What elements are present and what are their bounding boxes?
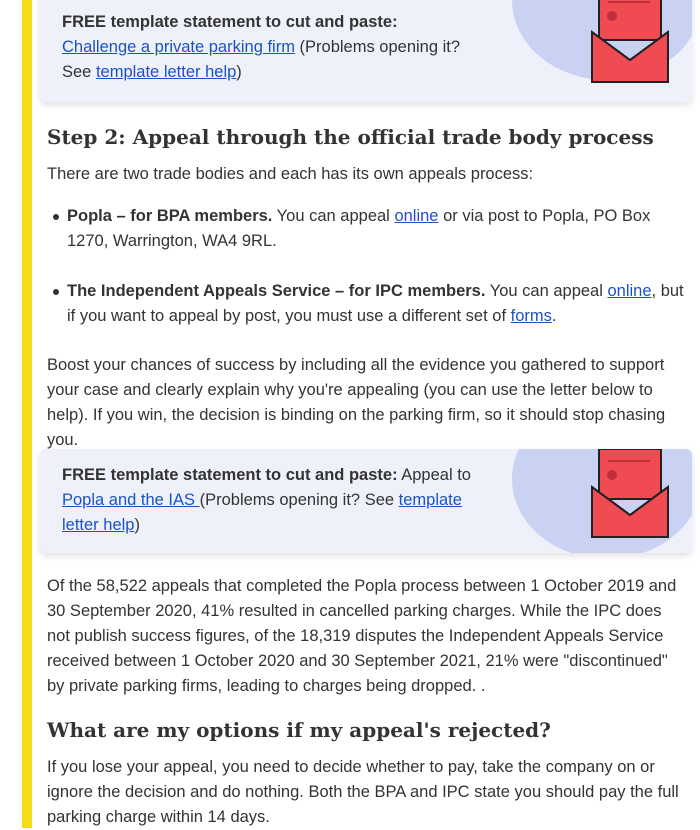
step2-intro: There are two trade bodies and each has its own appeals process: [47,165,534,183]
list-item-ias: The Independent Appeals Service – for IPC members. You can appeal online, but if you want to appeal by post, you must use a different set of forms. [67,279,687,329]
template-letter-help-link[interactable]: template letter help [62,491,462,534]
boost-paragraph: Boost your chances of success by including all the evidence you gathered to support your case and clearly explain why you're appealing (you can use the letter below to help). If you win, the decision is binding on the parking firm, so it should stop chasing you. [47,356,666,449]
callout-label: FREE template statement to cut and paste: [62,13,398,31]
template-callout-challenge [40,0,692,102]
envelope-letter-icon [588,449,672,539]
rejected-heading: What are my options if my appeal's rejected? [47,718,551,742]
accent-bar [22,0,32,828]
list-item-popla: Popla – for BPA members. You can appeal online or via post to Popla, PO Box 1270, Warrington, WA4 9RL. [67,204,687,254]
rejected-paragraph: If you lose your appeal, you need to decide whether to pay, take the company on or ignore the decision and do nothing. Both the BPA and IPC state you should pay the full parking charge within 14 days. [47,758,679,826]
callout-note: (Problems opening it? See [62,38,461,81]
challenge-parking-firm-link[interactable]: Challenge a private parking firm [62,38,295,56]
envelope-letter-icon [588,0,672,84]
template-letter-help-link[interactable]: template letter help [95,63,237,81]
step2-heading: Step 2: Appeal through the official trade body process [47,125,654,149]
popla-ias-link[interactable]: Popla and the IAS [62,491,200,509]
callout-text: FREE template statement to cut and paste: Appeal to Popla and the IAS (Problems opening it? See template letter help) [62,466,471,534]
popla-online-link[interactable]: online [394,207,439,225]
callout-text: FREE template statement to cut and paste: Challenge a private parking firm (Problems opening it? See template letter help) [62,13,461,81]
ias-online-link[interactable]: online [607,282,652,300]
callout-label: FREE template statement to cut and paste: [62,466,398,484]
ias-forms-link[interactable]: forms [510,307,552,325]
template-callout-popla-ias [40,449,692,553]
stats-paragraph: Of the 58,522 appeals that completed the Popla process between 1 October 2019 and 30 September 2020, 41% resulted in cancelled parking charges. While the IPC does not publish success figures, of the 18,319 disputes the Independent Appeals Service received between 1 October 2020 and 30 September 2021, 21% were "discontinued" by private parking firms, leading to charges being dropped. . [47,577,677,695]
